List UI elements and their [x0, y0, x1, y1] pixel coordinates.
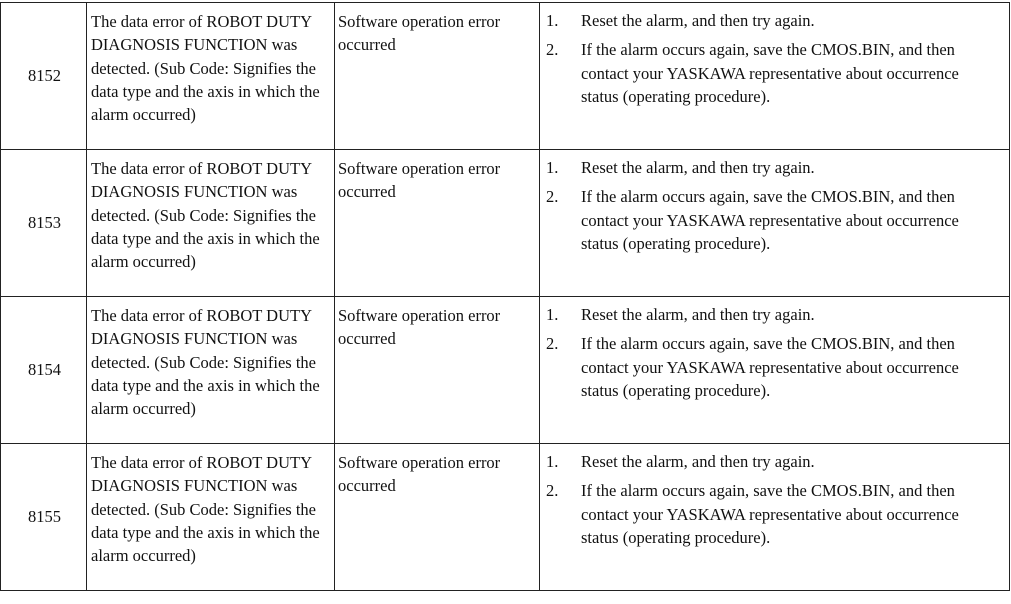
alarm-cause: Software operation error occurred [338, 159, 501, 202]
remedy-step [546, 38, 1003, 108]
step-number: 2. [546, 40, 559, 60]
alarm-code-cell [1, 3, 87, 150]
remedy-step [546, 185, 1003, 255]
step-number: 1. [546, 305, 559, 324]
remedy-step [546, 332, 1003, 402]
table-row [1, 444, 1010, 591]
step-text: If the alarm occurs again, save the CMOS.BIN, and then contact your YASKAWA representative about occurrence status (operating procedure). [581, 334, 959, 400]
alarm-meaning: The data error of ROBOT DUTY DIAGNOSIS FUNCTION was detected. (Sub Code: Signifies the data type and the axis in which the alarm occurred) [91, 453, 320, 566]
alarm-meaning: The data error of ROBOT DUTY DIAGNOSIS FUNCTION was detected. (Sub Code: Signifies the data type and the axis in which the alarm occurred) [91, 306, 320, 419]
step-text: If the alarm occurs again, save the CMOS.BIN, and then contact your YASKAWA representative about occurrence status (operating procedure). [581, 187, 959, 253]
alarm-cause: Software operation error occurred [338, 453, 501, 496]
remedy-step [546, 303, 1003, 326]
step-text: Reset the alarm, and then try again. [581, 452, 815, 471]
step-text: If the alarm occurs again, save the CMOS.BIN, and then contact your YASKAWA representative about occurrence status (operating procedure). [581, 40, 959, 106]
alarm-cause: Software operation error occurred [338, 12, 501, 55]
alarm-remedy-cell [540, 150, 1010, 297]
remedy-list [540, 3, 1009, 108]
remedy-list [540, 150, 1009, 255]
remedy-step [546, 450, 1003, 473]
alarm-cause: Software operation error occurred [338, 306, 501, 349]
alarm-cause-cell [335, 444, 540, 591]
alarm-code-cell [1, 150, 87, 297]
step-number: 1. [546, 452, 559, 471]
alarm-code: 8152 [28, 66, 61, 85]
remedy-step [546, 9, 1003, 32]
table-row [1, 297, 1010, 444]
alarm-meaning-cell [87, 297, 335, 444]
remedy-list [540, 444, 1009, 549]
alarm-meaning: The data error of ROBOT DUTY DIAGNOSIS FUNCTION was detected. (Sub Code: Signifies the data type and the axis in which the alarm occurred) [91, 159, 320, 272]
table-row [1, 150, 1010, 297]
alarm-cause-cell [335, 297, 540, 444]
alarm-code-cell [1, 297, 87, 444]
alarm-code: 8153 [28, 213, 61, 232]
table-row [1, 3, 1010, 150]
step-text: Reset the alarm, and then try again. [581, 158, 815, 177]
alarm-meaning-cell [87, 150, 335, 297]
alarm-code: 8155 [28, 507, 61, 526]
remedy-step [546, 479, 1003, 549]
alarm-code: 8154 [28, 360, 61, 379]
step-number: 1. [546, 11, 559, 30]
step-text: Reset the alarm, and then try again. [581, 11, 815, 30]
alarm-table [0, 2, 1010, 591]
step-number: 1. [546, 158, 559, 177]
alarm-code-cell [1, 444, 87, 591]
step-text: If the alarm occurs again, save the CMOS.BIN, and then contact your YASKAWA representative about occurrence status (operating procedure). [581, 481, 959, 547]
step-number: 2. [546, 187, 559, 207]
step-number: 2. [546, 334, 559, 354]
alarm-meaning: The data error of ROBOT DUTY DIAGNOSIS FUNCTION was detected. (Sub Code: Signifies the data type and the axis in which the alarm occurred) [91, 12, 320, 125]
step-number: 2. [546, 481, 559, 501]
alarm-meaning-cell [87, 444, 335, 591]
step-text: Reset the alarm, and then try again. [581, 305, 815, 324]
alarm-cause-cell [335, 150, 540, 297]
alarm-remedy-cell [540, 297, 1010, 444]
remedy-list [540, 297, 1009, 402]
alarm-remedy-cell [540, 444, 1010, 591]
remedy-step [546, 156, 1003, 179]
alarm-meaning-cell [87, 3, 335, 150]
alarm-remedy-cell [540, 3, 1010, 150]
alarm-cause-cell [335, 3, 540, 150]
